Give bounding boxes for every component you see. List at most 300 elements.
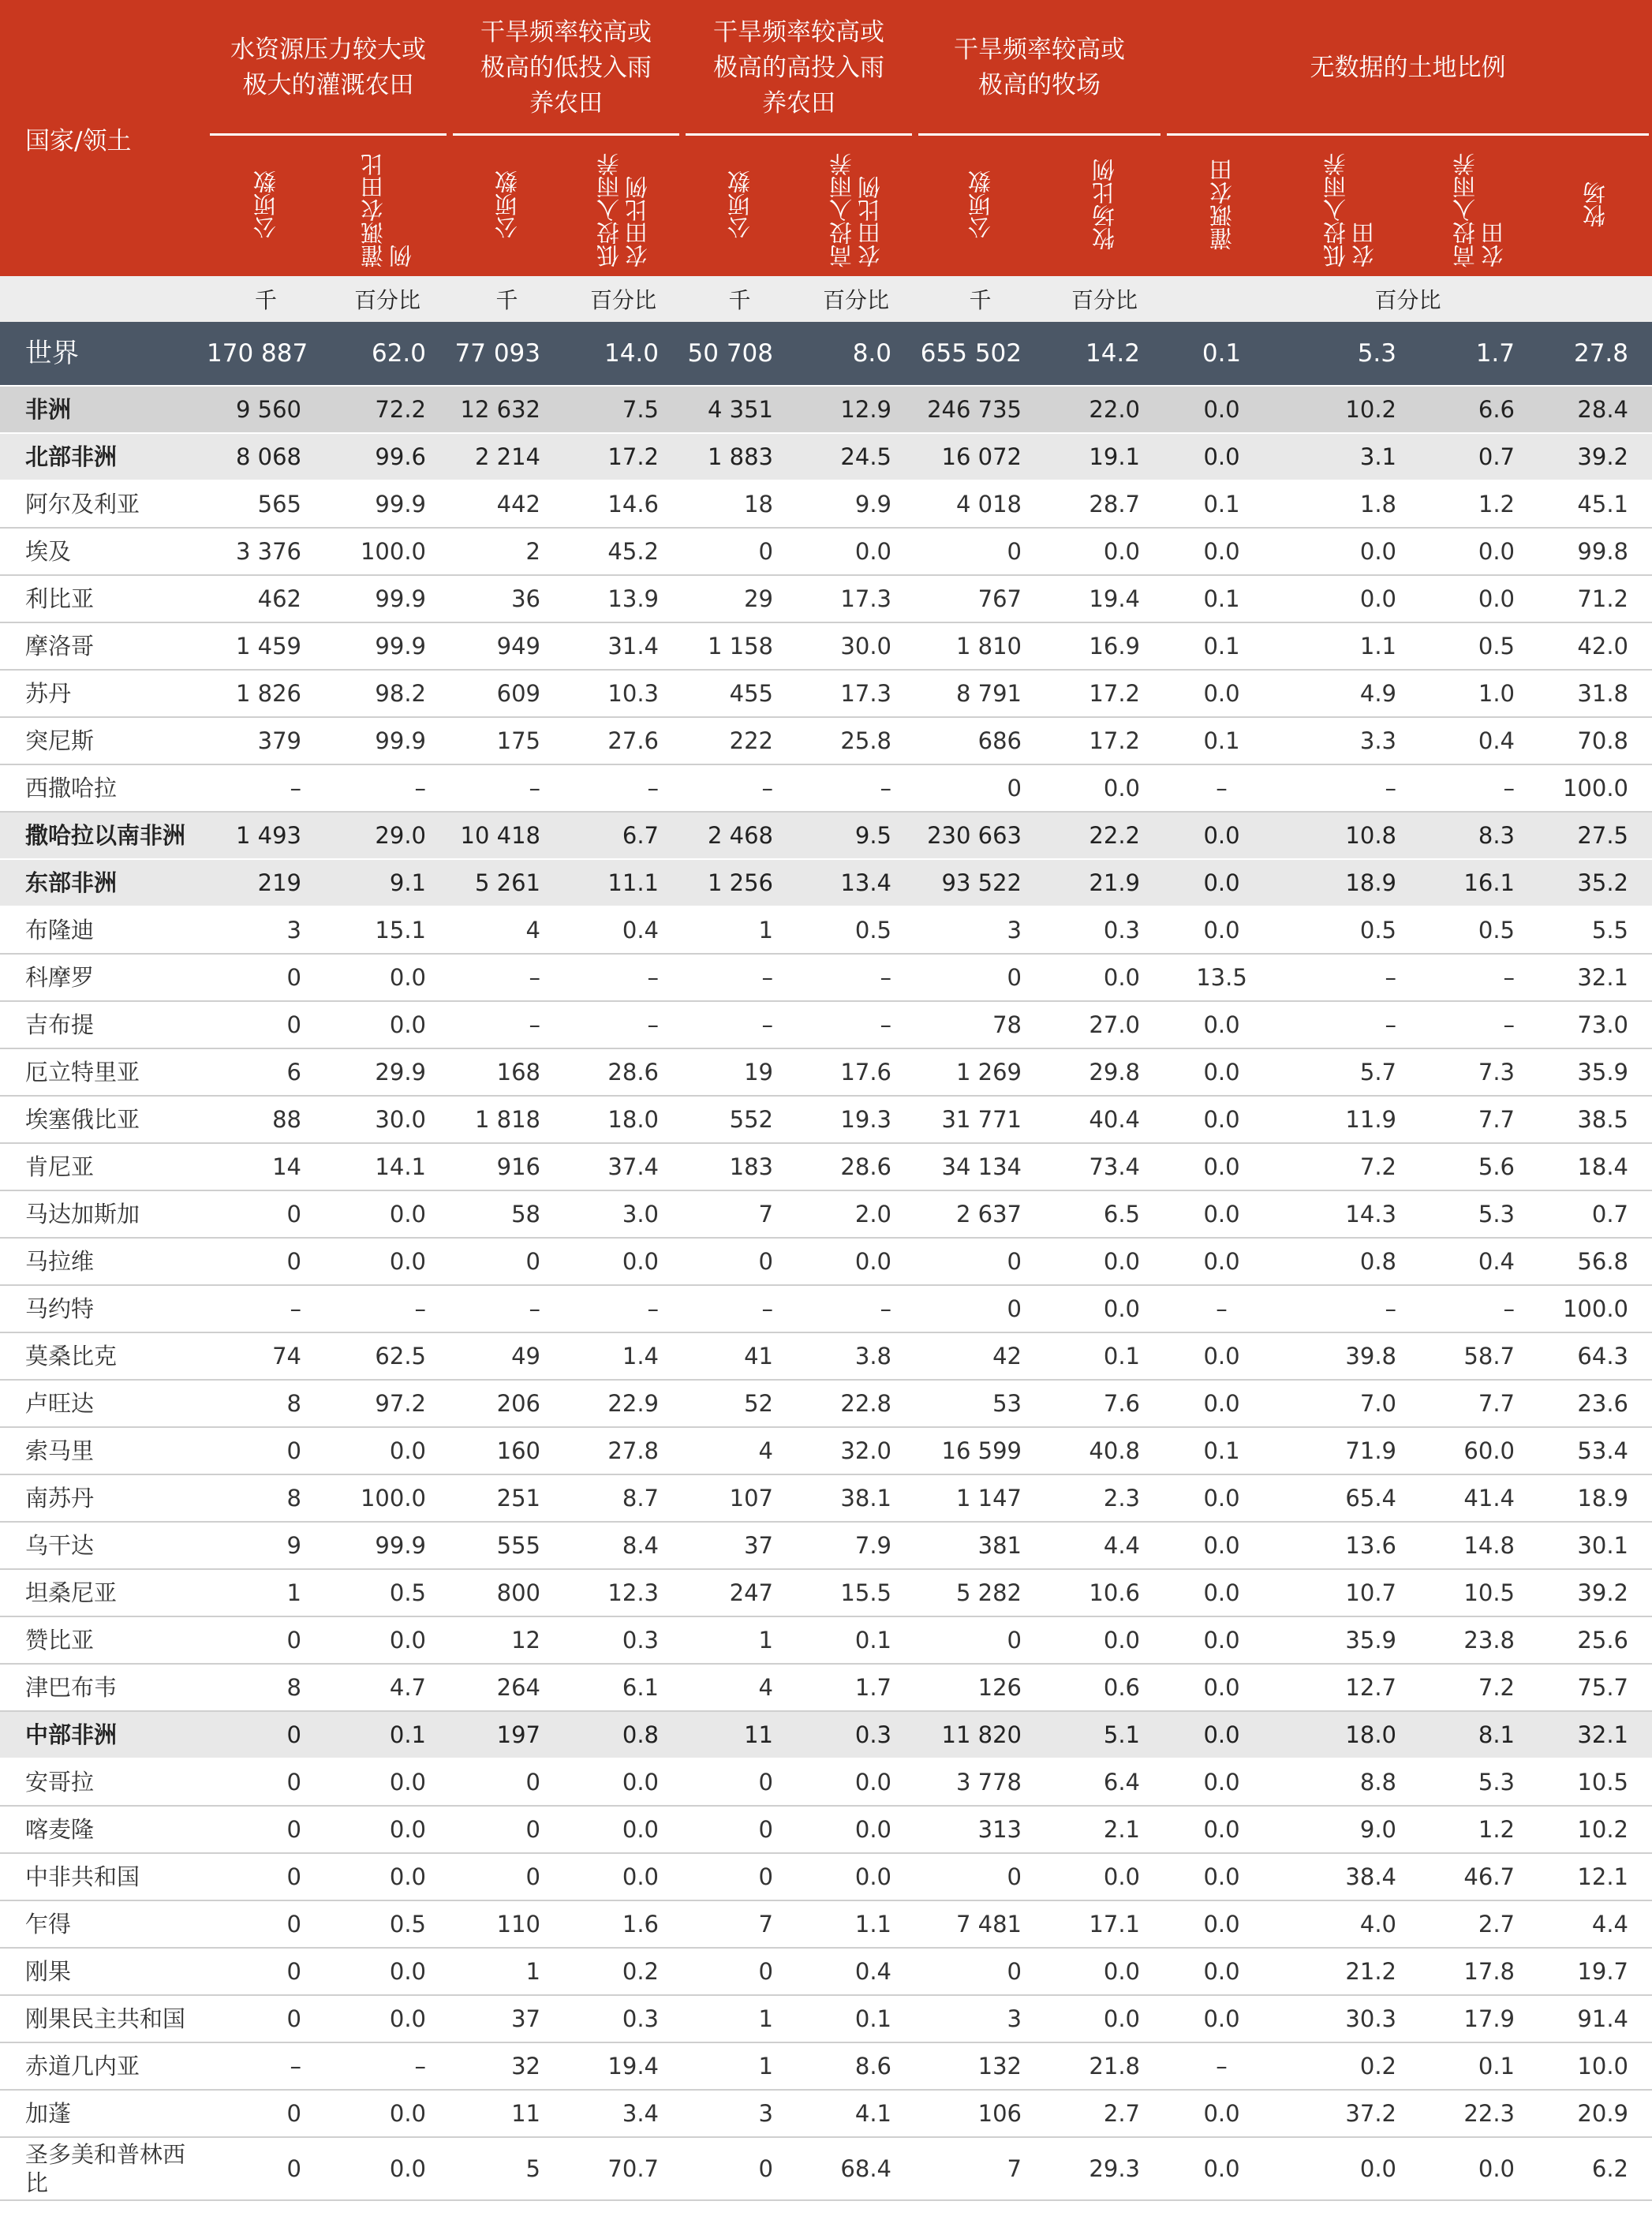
table-cell: 264 [450, 1664, 564, 1711]
table-cell: 0.0 [1045, 1853, 1164, 1900]
subheader-share-irrigated: 灌溉农田比例 [325, 136, 450, 276]
table-cell: 0.1 [1164, 1427, 1280, 1474]
table-cell: 17.2 [1045, 717, 1164, 764]
table-cell: 4.0 [1280, 1900, 1420, 1948]
table-cell: 0.1 [797, 1616, 915, 1664]
table-cell: 11.9 [1280, 1096, 1420, 1143]
group-header-high-input-rainfed [682, 0, 915, 136]
table-cell: 0.5 [1420, 622, 1538, 670]
table-cell: 0.0 [1164, 1238, 1280, 1285]
table-cell: 8 [207, 1474, 325, 1522]
table-cell: 31.8 [1538, 670, 1652, 717]
table-cell: 71.2 [1538, 575, 1652, 622]
table-cell: 2 637 [915, 1190, 1045, 1238]
table-cell: 106 [915, 2090, 1045, 2137]
table-cell: 91.4 [1538, 1995, 1652, 2042]
subheader-share-pasture: 牧场比例 [1045, 136, 1164, 276]
table-cell: 0.0 [1045, 954, 1164, 1001]
unit-cell: 百分比 [564, 276, 682, 322]
table-cell: 32 [450, 2042, 564, 2090]
table-cell: 27.8 [564, 1427, 682, 1474]
table-cell: 8 [207, 1380, 325, 1427]
table-row [0, 1569, 1652, 1616]
table-cell: 18.9 [1280, 859, 1420, 906]
table-cell: 71.9 [1280, 1427, 1420, 1474]
table-cell: 7.2 [1280, 1143, 1420, 1190]
table-cell: 1 818 [450, 1096, 564, 1143]
table-cell: 8.4 [564, 1522, 682, 1569]
table-row [0, 1285, 1652, 1332]
table-cell: 3.4 [564, 2090, 682, 2137]
table-cell: 2.3 [1045, 1474, 1164, 1522]
table-cell: 40.8 [1045, 1427, 1164, 1474]
table-cell: 7.5 [564, 386, 682, 433]
table-cell: – [1420, 764, 1538, 812]
table-cell: 7.6 [1045, 1380, 1164, 1427]
table-cell: – [450, 954, 564, 1001]
group-header-irrigated-water-stress [207, 0, 450, 136]
table-cell: 3 778 [915, 1758, 1045, 1806]
table-row [0, 1900, 1652, 1948]
table-cell: 7.2 [1420, 1664, 1538, 1711]
table-cell: 0 [207, 1758, 325, 1806]
table-cell: 17.2 [1045, 670, 1164, 717]
table-cell: 7.9 [797, 1522, 915, 1569]
table-cell: 8.1 [1420, 1711, 1538, 1758]
table-cell: 1 [450, 1948, 564, 1995]
table-cell: 17.3 [797, 575, 915, 622]
table-cell: 0.3 [797, 1711, 915, 1758]
table-cell: 22.8 [797, 1380, 915, 1427]
table-cell: 16 599 [915, 1427, 1045, 1474]
table-cell: 379 [207, 717, 325, 764]
table-cell: 56.8 [1538, 1238, 1652, 1285]
table-row [0, 622, 1652, 670]
table-cell: 168 [450, 1048, 564, 1096]
table-cell: 21.8 [1045, 2042, 1164, 2090]
table-cell: 3 376 [207, 528, 325, 575]
table-cell: 0 [682, 1238, 797, 1285]
table-cell: 1 826 [207, 670, 325, 717]
table-cell: 949 [450, 622, 564, 670]
table-cell: 39.8 [1280, 1332, 1420, 1380]
row-label: 莫桑比克 [0, 1332, 207, 1380]
table-cell: 0.0 [1164, 1332, 1280, 1380]
table-cell: 58 [450, 1190, 564, 1238]
table-cell: 0.0 [1164, 1806, 1280, 1853]
table-cell: 12.9 [797, 386, 915, 433]
table-cell: 8.6 [797, 2042, 915, 2090]
table-row [0, 717, 1652, 764]
table-cell: 247 [682, 1569, 797, 1616]
table-cell: 27.0 [1045, 1001, 1164, 1048]
table-cell: 4.7 [325, 1664, 450, 1711]
subheader-share-high-input: 高投入雨养农田比例 [797, 136, 915, 276]
table-cell: 4.1 [797, 2090, 915, 2137]
table-cell: 38.4 [1280, 1853, 1420, 1900]
table-cell: 0.0 [1420, 575, 1538, 622]
table-cell: 0 [682, 528, 797, 575]
table-cell: 40.4 [1045, 1096, 1164, 1143]
table-cell: 0.0 [1280, 528, 1420, 575]
table-cell: 5 261 [450, 859, 564, 906]
table-cell: 53 [915, 1380, 1045, 1427]
table-cell: 7 [915, 2137, 1045, 2200]
table-cell: 2 468 [682, 812, 797, 859]
table-cell: 10.2 [1280, 386, 1420, 433]
table-cell: 0.1 [1164, 480, 1280, 528]
table-row [0, 1522, 1652, 1569]
table-cell: 2 [450, 528, 564, 575]
table-cell: – [682, 954, 797, 1001]
table-cell: 3 [915, 1995, 1045, 2042]
subheader-share-low-input: 低投入雨养农田比例 [564, 136, 682, 276]
table-cell: 0.0 [1420, 2137, 1538, 2200]
table-cell: 0.0 [1045, 1285, 1164, 1332]
table-cell: 0.3 [564, 1995, 682, 2042]
table-cell: 0 [915, 764, 1045, 812]
table-cell: 1 [682, 1616, 797, 1664]
row-label: 肯尼亚 [0, 1143, 207, 1190]
table-cell: 45.1 [1538, 480, 1652, 528]
group-divider [1167, 133, 1649, 136]
subheader-hectares-irrigated: 公顷数 [207, 136, 325, 276]
unit-cell: 百分比 [325, 276, 450, 322]
table-cell: 15.1 [325, 906, 450, 954]
table-cell: 0.0 [325, 1853, 450, 1900]
table-cell: 37 [682, 1522, 797, 1569]
table-cell: 6.1 [564, 1664, 682, 1711]
table-cell: 5.3 [1420, 1190, 1538, 1238]
table-cell: 22.0 [1045, 386, 1164, 433]
table-cell: 7.7 [1420, 1096, 1538, 1143]
table-cell: 4 [450, 906, 564, 954]
subheader-nodata-low-input: 低投入雨养农田 [1280, 136, 1420, 276]
table-cell: – [207, 764, 325, 812]
subheader-hectares-low-input: 公顷数 [450, 136, 564, 276]
table-cell: 0.0 [1164, 1522, 1280, 1569]
row-label: 喀麦隆 [0, 1806, 207, 1853]
table-cell: 0 [207, 1238, 325, 1285]
table-cell: 98.2 [325, 670, 450, 717]
table-cell: – [682, 764, 797, 812]
table-cell: 19.4 [1045, 575, 1164, 622]
group-header-low-input-rainfed [450, 0, 682, 136]
table-cell: 1.1 [797, 1900, 915, 1948]
table-cell: 0 [915, 528, 1045, 575]
table-cell: 0 [450, 1238, 564, 1285]
table-cell: 0.0 [325, 1616, 450, 1664]
table-cell: 30.1 [1538, 1522, 1652, 1569]
table-cell: 0.0 [1164, 906, 1280, 954]
table-cell: 5.5 [1538, 906, 1652, 954]
table-cell: 1.2 [1420, 480, 1538, 528]
table-cell: 0.0 [1164, 1048, 1280, 1096]
row-label: 马约特 [0, 1285, 207, 1332]
table-row [0, 1096, 1652, 1143]
table-row [0, 2137, 1652, 2200]
table-cell: 219 [207, 859, 325, 906]
table-cell: 175 [450, 717, 564, 764]
table-cell: 0.0 [564, 1806, 682, 1853]
table-cell: 10.2 [1538, 1806, 1652, 1853]
table-row [0, 528, 1652, 575]
table-cell: 37 [450, 1995, 564, 2042]
table-cell: 0.2 [1280, 2042, 1420, 2090]
table-cell: 1 [207, 1569, 325, 1616]
table-cell: 686 [915, 717, 1045, 764]
table-cell: 1 [682, 2042, 797, 2090]
table-cell: 32.1 [1538, 1711, 1652, 1758]
row-label: 索马里 [0, 1427, 207, 1474]
table-cell: 0.1 [1420, 2042, 1538, 2090]
table-cell: 14.8 [1420, 1522, 1538, 1569]
table-cell: 1 158 [682, 622, 797, 670]
table-cell: 53.4 [1538, 1427, 1652, 1474]
table-cell: 0 [207, 1427, 325, 1474]
table-cell: 29.0 [325, 812, 450, 859]
table-cell: 70.8 [1538, 717, 1652, 764]
table-cell: 10.3 [564, 670, 682, 717]
table-cell: 8 068 [207, 433, 325, 480]
table-row [0, 1001, 1652, 1048]
table-cell: 4 018 [915, 480, 1045, 528]
table-cell: 17.3 [797, 670, 915, 717]
table-cell: 16 072 [915, 433, 1045, 480]
table-cell: – [207, 2042, 325, 2090]
table-cell: 0.0 [325, 1001, 450, 1048]
table-cell: 9.1 [325, 859, 450, 906]
table-cell: 17.9 [1420, 1995, 1538, 2042]
table-cell: 170 887 [207, 322, 325, 386]
table-cell: – [450, 1285, 564, 1332]
row-label: 乌干达 [0, 1522, 207, 1569]
table-cell: 0 [207, 1853, 325, 1900]
table-cell: 42 [915, 1332, 1045, 1380]
table-cell: 41.4 [1420, 1474, 1538, 1522]
table-cell: 0.3 [564, 1616, 682, 1664]
table-cell: 38.5 [1538, 1096, 1652, 1143]
table-cell: 132 [915, 2042, 1045, 2090]
table-cell: 6.2 [1538, 2137, 1652, 2200]
table-cell: 24.5 [797, 433, 915, 480]
table-cell: 0.0 [1164, 528, 1280, 575]
table-cell: 609 [450, 670, 564, 717]
table-cell: 16.9 [1045, 622, 1164, 670]
table-cell: 767 [915, 575, 1045, 622]
table-cell: 2.7 [1420, 1900, 1538, 1948]
unit-cell: 百分比 [1045, 276, 1164, 322]
table-row [0, 764, 1652, 812]
table-cell: 1 883 [682, 433, 797, 480]
row-label: 吉布提 [0, 1001, 207, 1048]
table-cell: 1 810 [915, 622, 1045, 670]
table-cell: 18 [682, 480, 797, 528]
table-cell: 93 522 [915, 859, 1045, 906]
table-cell: 1 459 [207, 622, 325, 670]
table-cell: – [1164, 2042, 1280, 2090]
table-cell: 0.0 [564, 1238, 682, 1285]
table-cell: 0.0 [797, 1806, 915, 1853]
table-cell: 100.0 [325, 528, 450, 575]
table-cell: 2 214 [450, 433, 564, 480]
table-cell: – [564, 954, 682, 1001]
table-cell: – [325, 2042, 450, 2090]
table-cell: 7.3 [1420, 1048, 1538, 1096]
table-cell: 1 147 [915, 1474, 1045, 1522]
table-cell: 4 [682, 1427, 797, 1474]
table-row [0, 1238, 1652, 1285]
row-label: 突尼斯 [0, 717, 207, 764]
unit-cell: 百分比 [797, 276, 915, 322]
table-cell: 0 [915, 1853, 1045, 1900]
row-label: 利比亚 [0, 575, 207, 622]
table-cell: – [1280, 1001, 1420, 1048]
table-cell: 0 [915, 1616, 1045, 1664]
table-cell: 70.7 [564, 2137, 682, 2200]
group-divider [453, 133, 679, 136]
table-cell: 31.4 [564, 622, 682, 670]
table-cell: 0.0 [1045, 764, 1164, 812]
table-cell: 555 [450, 1522, 564, 1569]
table-cell: 0.0 [1164, 1758, 1280, 1806]
table-cell: 75.7 [1538, 1664, 1652, 1711]
table-cell: 21.2 [1280, 1948, 1420, 1995]
table-cell: 8 [207, 1664, 325, 1711]
table-cell: 12.3 [564, 1569, 682, 1616]
table-cell: 0.0 [325, 1427, 450, 1474]
table-cell: 0.0 [797, 1758, 915, 1806]
row-label: 世界 [0, 322, 207, 386]
table-row [0, 1474, 1652, 1522]
table-cell: 110 [450, 1900, 564, 1948]
table-row [0, 1806, 1652, 1853]
table-cell: 18.4 [1538, 1143, 1652, 1190]
table-cell: 28.6 [797, 1143, 915, 1190]
world-row [0, 322, 1652, 386]
table-cell: 0.1 [1164, 622, 1280, 670]
table-cell: 0 [682, 1758, 797, 1806]
table-cell: 2.7 [1045, 2090, 1164, 2137]
table-cell: 0 [915, 1948, 1045, 1995]
table-row [0, 1758, 1652, 1806]
table-cell: 0 [207, 1616, 325, 1664]
table-cell: – [1164, 1285, 1280, 1332]
table-cell: 36 [450, 575, 564, 622]
table-cell: 160 [450, 1427, 564, 1474]
table-cell: – [1164, 764, 1280, 812]
table-row [0, 1190, 1652, 1238]
table-cell: 1 493 [207, 812, 325, 859]
table-cell: 0 [682, 2137, 797, 2200]
row-label: 厄立特里亚 [0, 1048, 207, 1096]
group-header-label: 无数据的土地比例 [1310, 53, 1506, 82]
table-cell: 29.3 [1045, 2137, 1164, 2200]
table-cell: 12.7 [1280, 1664, 1420, 1711]
table-cell: 3.0 [564, 1190, 682, 1238]
table-cell: 0 [450, 1806, 564, 1853]
table-cell: 552 [682, 1096, 797, 1143]
table-cell: 100.0 [325, 1474, 450, 1522]
table-cell: 0 [915, 1285, 1045, 1332]
table-cell: 0.4 [1420, 1238, 1538, 1285]
table-cell: 0.0 [325, 2137, 450, 2200]
table-cell: 7 481 [915, 1900, 1045, 1948]
table-cell: 0 [450, 1853, 564, 1900]
table-cell: 0 [207, 1995, 325, 2042]
table-cell: 97.2 [325, 1380, 450, 1427]
table-cell: 19.3 [797, 1096, 915, 1143]
table-cell: – [564, 1001, 682, 1048]
row-label: 马达加斯加 [0, 1190, 207, 1238]
table-cell: 916 [450, 1143, 564, 1190]
table-cell: 1.0 [1420, 670, 1538, 717]
table-cell: 5.3 [1280, 322, 1420, 386]
table-cell: 0.0 [1164, 2137, 1280, 2200]
table-cell: – [325, 1285, 450, 1332]
table-cell: 11 820 [915, 1711, 1045, 1758]
table-cell: 14 [207, 1143, 325, 1190]
row-label: 赞比亚 [0, 1616, 207, 1664]
table-row [0, 906, 1652, 954]
table-cell: – [1420, 1001, 1538, 1048]
table-cell: 8.3 [1420, 812, 1538, 859]
table-cell: 16.1 [1420, 859, 1538, 906]
table-cell: 107 [682, 1474, 797, 1522]
table-cell: 35.9 [1538, 1048, 1652, 1096]
header-group-row [0, 0, 1652, 136]
table-cell: 17.2 [564, 433, 682, 480]
table-cell: 23.6 [1538, 1380, 1652, 1427]
table-cell: 0.5 [1420, 906, 1538, 954]
table-cell: – [797, 764, 915, 812]
table-cell: 29.9 [325, 1048, 450, 1096]
row-label: 赤道几内亚 [0, 2042, 207, 2090]
table-cell: 1.4 [564, 1332, 682, 1380]
row-label: 南苏丹 [0, 1474, 207, 1522]
table-cell: 19 [682, 1048, 797, 1096]
header-subcolumn-row [0, 136, 1652, 276]
table-cell: 22.2 [1045, 812, 1164, 859]
table-cell: 99.6 [325, 433, 450, 480]
table-cell: 1.6 [564, 1900, 682, 1948]
table-cell: 0.1 [1164, 322, 1280, 386]
unit-cell: 千 [207, 276, 325, 322]
table-cell: 8.8 [1280, 1758, 1420, 1806]
table-cell: 0 [207, 1711, 325, 1758]
table-cell: 0 [207, 2090, 325, 2137]
row-label: 摩洛哥 [0, 622, 207, 670]
table-cell: 6 [207, 1048, 325, 1096]
table-cell: 1 [682, 1995, 797, 2042]
table-cell: 0 [682, 1853, 797, 1900]
table-cell: 64.3 [1538, 1332, 1652, 1380]
table-cell: 99.9 [325, 717, 450, 764]
table-cell: 25.8 [797, 717, 915, 764]
table-cell: 1.2 [1420, 1806, 1538, 1853]
table-cell: 5.7 [1280, 1048, 1420, 1096]
table-cell: 0.1 [1164, 575, 1280, 622]
table-cell: 0.0 [1164, 1995, 1280, 2042]
table-cell: 0.0 [1164, 670, 1280, 717]
table-cell: 60.0 [1420, 1427, 1538, 1474]
table-cell: 197 [450, 1711, 564, 1758]
subregion-row [0, 433, 1652, 480]
table-cell: 14.1 [325, 1143, 450, 1190]
table-cell: 25.6 [1538, 1616, 1652, 1664]
row-label: 中部非洲 [0, 1711, 207, 1758]
table-cell: 0.0 [325, 1995, 450, 2042]
